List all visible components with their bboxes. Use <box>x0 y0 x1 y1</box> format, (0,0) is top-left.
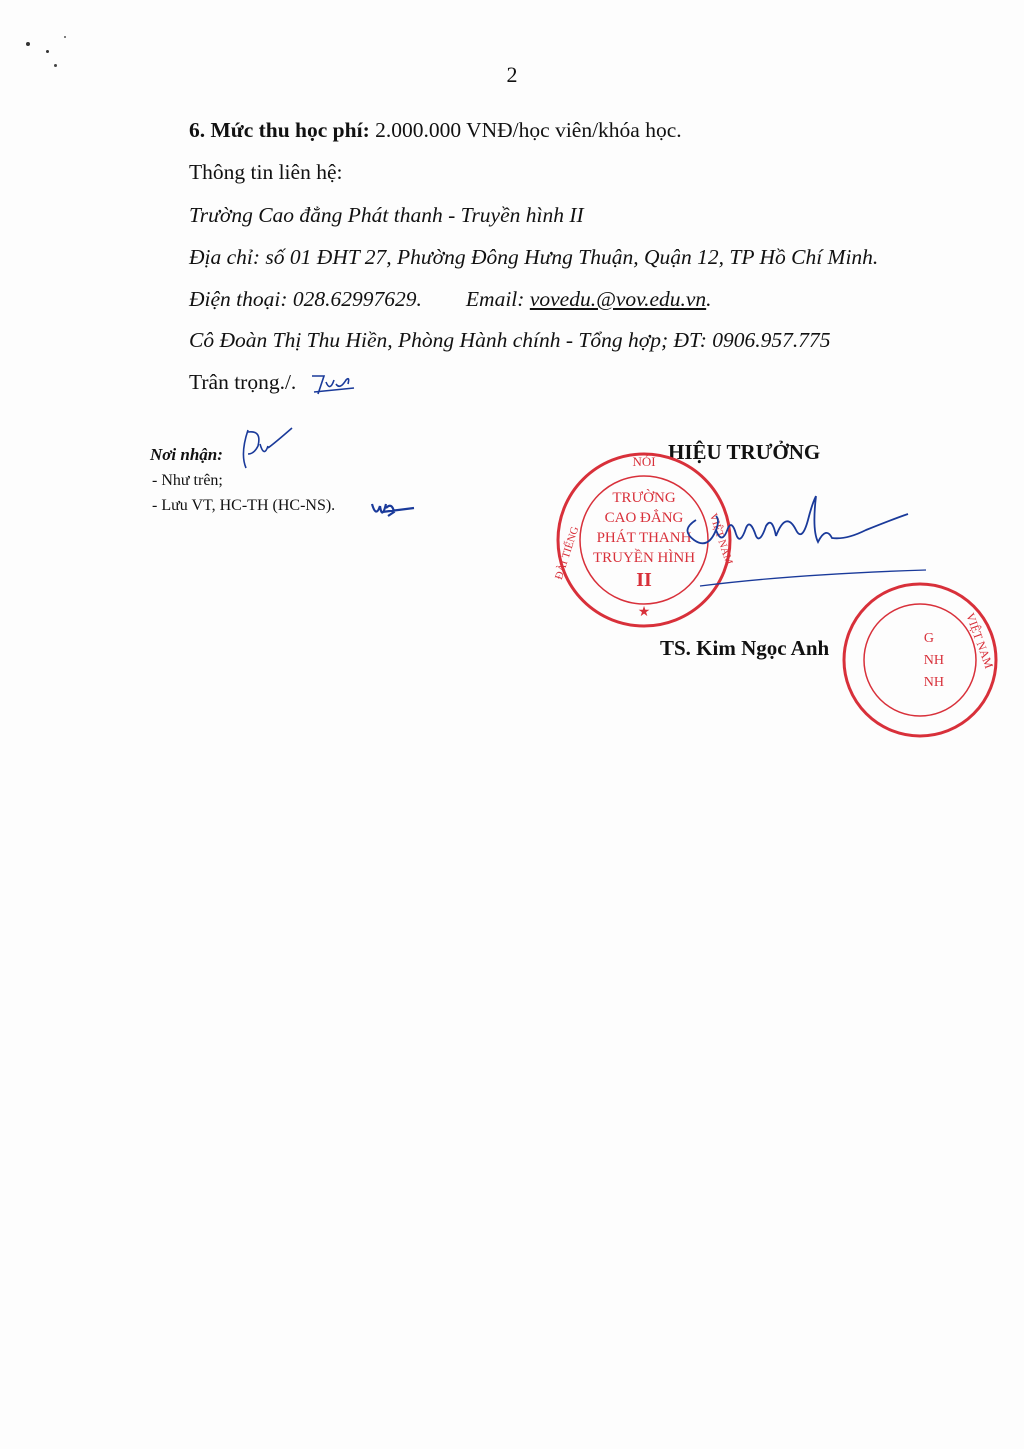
signer-name: TS. Kim Ngọc Anh <box>660 636 830 660</box>
partial-seal-line-1: NH <box>923 653 944 668</box>
recipients-initials-mark <box>236 424 296 474</box>
partial-seal-line-0: G <box>923 631 934 646</box>
contact-email-end: . <box>706 287 712 311</box>
signer-title: HIỆU TRƯỞNG <box>668 440 821 464</box>
seal-ring-left: ĐÀI TIẾNG <box>552 525 582 582</box>
seal-line-2: PHÁT THANH <box>596 530 692 546</box>
contact-heading: Thông tin liên hệ: <box>189 160 343 184</box>
fee-label: 6. Mức thu học phí: <box>189 118 370 142</box>
seal-line-1: CAO ĐẲNG <box>604 510 684 526</box>
contact-email-label: Email: <box>465 287 525 311</box>
closing <box>189 370 296 395</box>
contact-phone-email <box>189 287 712 312</box>
partial-seal-ring: VIỆT NAM <box>963 610 997 671</box>
partial-seal <box>920 580 1024 740</box>
fee-line <box>189 118 682 143</box>
seal-star-icon: ★ <box>637 605 651 620</box>
contact-person: Cô Đoàn Thị Thu Hiền, Phòng Hành chính - Tổng hợp; ĐT: 0906.957.775 <box>189 328 831 352</box>
archive-initials-mark <box>370 498 418 522</box>
seal-line-3: TRUYỀN HÌNH <box>592 550 696 566</box>
partial-seal-line-2: NH <box>923 675 944 690</box>
fee-value: 2.000.000 VNĐ/học viên/khóa học. <box>369 118 682 142</box>
contact-phone: Điện thoại: 028.62997629. <box>189 287 422 311</box>
recipient-item-0: - Như trên; <box>152 472 223 489</box>
seal-line-0: TRƯỜNG <box>612 490 676 506</box>
initials-mark <box>310 368 360 398</box>
recipients-title: Nơi nhận: <box>150 445 223 464</box>
scan-speck <box>64 36 66 38</box>
scan-speck <box>26 42 30 46</box>
scan-speck <box>46 50 49 53</box>
seal-ring-right: VIỆT NAM <box>706 511 735 567</box>
seal-ring-top: NÓI <box>632 454 656 469</box>
page-number: 2 <box>506 62 518 87</box>
closing-text: Trân trọng./. <box>189 370 297 394</box>
signature <box>676 490 936 600</box>
contact-email-link[interactable]: vovedu.@vov.edu.vn <box>529 287 707 311</box>
seal-line-4: II <box>636 569 652 591</box>
contact-school: Trường Cao đẳng Phát thanh - Truyền hình II <box>189 203 584 227</box>
recipient-item-1: - Lưu VT, HC-TH (HC-NS). <box>152 497 336 514</box>
contact-address: Địa chỉ: số 01 ĐHT 27, Phường Đông Hưng Thuận, Quận 12, TP Hồ Chí Minh. <box>189 245 879 269</box>
